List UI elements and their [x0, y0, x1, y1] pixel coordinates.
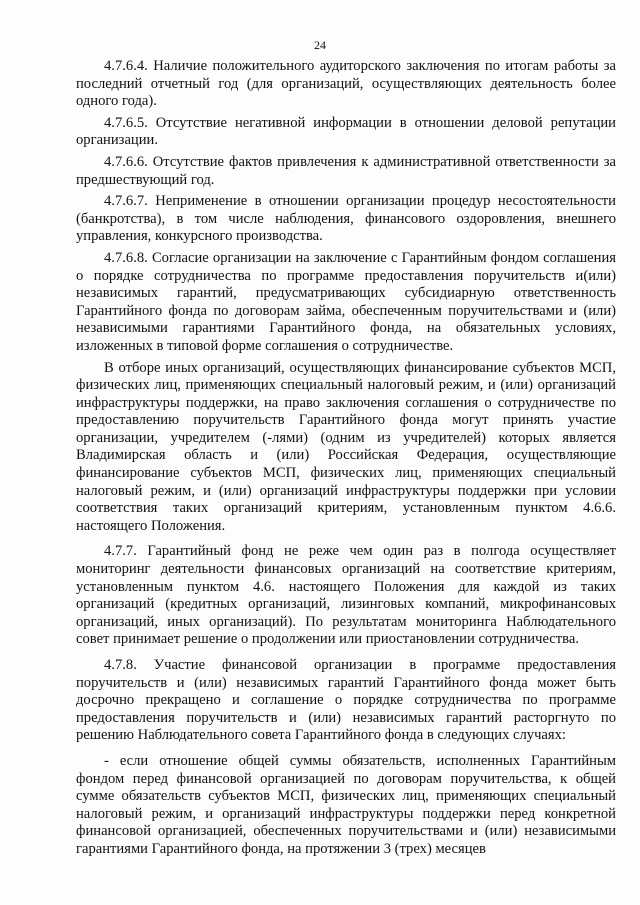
- page-number: 24: [314, 38, 326, 52]
- paragraph-4-7-6-4: 4.7.6.4. Наличие положительного аудиторского заключения по итогам работы за последний отчетный год (для организаций, осуществляющих деятельность более одного года).: [76, 58, 616, 110]
- paragraph-4-7-6-6: 4.7.6.6. Отсутствие фактов привлечения к административной ответственности за предшествующий год.: [76, 153, 616, 188]
- paragraph-4-7-6-7: 4.7.6.7. Неприменение в отношении организации процедур несостоятельности (банкротства), в том числе наблюдения, финансового оздоровления, внешнего управления, конкурсного производства.: [76, 193, 616, 245]
- paragraph-4-7-6-8: 4.7.6.8. Согласие организации на заключение с Гарантийным фондом соглашения о порядке сотрудничества по программе предоставления поручительств и(или) независимых гарантий, предусматривающих субсидиарную ответственность Гарантийного фонда по договорам займа, обеспеченным поручительствами и (или) независимыми гарантиями Гарантийного фонда, на обязательных условиях, изложенных в типовой форме соглашения о сотрудничестве.: [76, 249, 616, 354]
- paragraph-4-7-6-5: 4.7.6.5. Отсутствие негативной информации в отношении деловой репутации организации.: [76, 114, 616, 149]
- document-body: [76, 58, 616, 863]
- paragraph-other-organizations: В отборе иных организаций, осуществляющих финансирование субъектов МСП, физических лиц, применяющих специальный налоговый режим, и (или) организаций инфраструктуры поддержки, на право заключения соглашения о сотрудничестве по предоставлению поручительств Гарантийного фонда могут принять участие организации, учредителем (-лями) (одним из учредителей) которых является Владимирская область и (или) Российская Федерация, осуществляющие финансирование субъектов МСП, физических лиц, применяющих специальный налоговый режим, и (или) организаций инфраструктуры поддержки при условии соответствия таких организаций критериям, установленным пунктом 4.6.6. настоящего Положения.: [76, 359, 616, 534]
- paragraph-termination-condition: - если отношение общей суммы обязательств, исполненных Гарантийным фондом перед финансовой организацией по договорам поручительства, к общей сумме обязательств субъектов МСП, физических лиц, применяющих специальный налоговый режим, и организаций инфраструктуры поддержки перед конкретной финансовой организацией, обеспеченных поручительствами и (или) независимыми гарантиями Гарантийного фонда, на протяжении 3 (трех) месяцев: [76, 752, 616, 857]
- paragraph-4-7-8: 4.7.8. Участие финансовой организации в программе предоставления поручительств и (или) независимых гарантий Гарантийного фонда может быть досрочно прекращено и соглашение о порядке сотрудничества по программе предоставления поручительств и (или) независимых гарантий расторгнуто по решению Наблюдательного совета Гарантийного фонда в следующих случаях:: [76, 657, 616, 744]
- paragraph-4-7-7: 4.7.7. Гарантийный фонд не реже чем один раз в полгода осуществляет мониторинг деятельности финансовых организаций на соответствие критериям, установленным пунктом 4.6. настоящего Положения для каждой из таких организаций (кредитных организаций, лизинговых компаний, микрофинансовых организаций, иных организаций). По результатам мониторинга Наблюдательного совет принимает решение о продолжении или приостановлении сотрудничества.: [76, 543, 616, 648]
